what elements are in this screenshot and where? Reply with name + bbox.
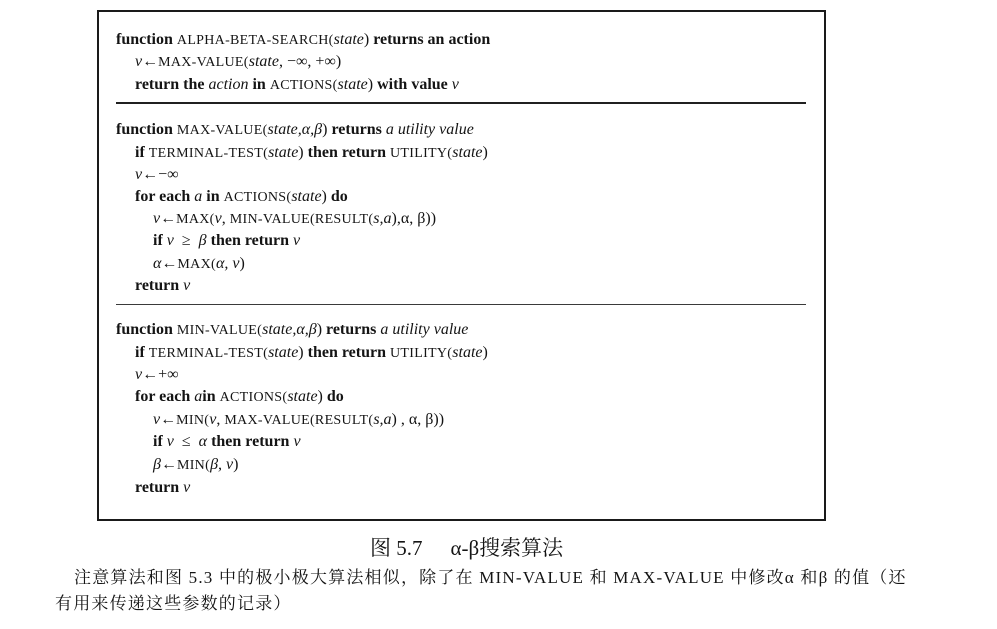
keyword: in <box>202 388 216 405</box>
variable: a utility value <box>380 321 469 338</box>
function-name: UTILITY( <box>390 146 453 161</box>
code-line <box>135 478 190 498</box>
variable: v <box>183 479 191 496</box>
variable: state,α,β <box>267 121 323 138</box>
variable: a <box>194 188 203 205</box>
symbols: ) , α, β)) <box>391 411 445 428</box>
symbols: ) <box>317 388 323 405</box>
keyword: return <box>135 479 180 496</box>
code-line <box>116 120 474 141</box>
code-line <box>153 209 436 230</box>
symbols: ≥ <box>181 232 191 249</box>
variable: state <box>287 388 318 405</box>
variable: v <box>135 166 143 183</box>
code-line <box>116 320 468 341</box>
keyword: then return <box>211 433 290 450</box>
function-name: UTILITY( <box>390 346 453 361</box>
variable: α <box>198 433 208 450</box>
keyword: returns an action <box>373 31 491 48</box>
function-name: ACTIONS( <box>269 78 338 93</box>
variable: a <box>194 388 203 405</box>
symbols: ) <box>322 121 328 138</box>
variable: β, v <box>210 456 234 473</box>
keyword: in <box>206 188 220 205</box>
variable: state <box>291 188 322 205</box>
variable: β <box>153 456 161 473</box>
variable: state <box>268 144 299 161</box>
code-line <box>116 30 490 51</box>
figure-caption <box>370 535 563 561</box>
variable: v <box>135 366 143 383</box>
variable: v <box>293 433 301 450</box>
code-line <box>135 75 459 96</box>
keyword: for each <box>135 388 191 405</box>
keyword: returns <box>326 321 377 338</box>
note-paragraph-line: 注意算法和图 5.3 中的极小极大算法相似，除了在 MIN-VALUE 和 MAX-VALUE 中修改α 和β 的值（还 <box>74 568 907 587</box>
symbols: ← <box>160 456 177 473</box>
keyword: returns <box>331 121 382 138</box>
variable: v <box>153 210 161 227</box>
variable: a utility value <box>385 121 474 138</box>
figure-label: 图 5.7 <box>370 536 423 560</box>
variable: state <box>333 31 364 48</box>
keyword: if <box>135 144 145 161</box>
variable: v <box>166 433 174 450</box>
variable: v <box>166 232 174 249</box>
keyword: then return <box>307 144 386 161</box>
symbols: ← <box>160 411 177 428</box>
keyword: function <box>116 321 173 338</box>
symbols: ) <box>482 144 488 161</box>
variable: state <box>452 344 483 361</box>
symbols: ) <box>298 144 304 161</box>
section-divider <box>116 102 806 104</box>
symbols: ≤ <box>181 433 191 450</box>
keyword: return <box>135 277 180 294</box>
symbols: ),α, β)) <box>391 210 437 227</box>
symbols: ) <box>482 344 488 361</box>
symbols: ) <box>298 344 304 361</box>
variable: v <box>183 277 191 294</box>
function-name: ALPHA-BETA-SEARCH( <box>176 33 334 48</box>
keyword: with value <box>377 76 448 93</box>
keyword: if <box>153 433 163 450</box>
keyword: function <box>116 121 173 138</box>
keyword: do <box>330 188 348 205</box>
code-line <box>153 455 238 476</box>
function-name: ACTIONS( <box>223 190 292 205</box>
figure-title: α-β搜索算法 <box>450 536 564 560</box>
keyword: function <box>116 31 173 48</box>
function-name: MIN-VALUE(RESULT( <box>229 212 374 227</box>
function-name: MIN( <box>176 413 210 428</box>
symbols: ) <box>239 255 245 272</box>
code-line <box>135 343 488 364</box>
keyword: for each <box>135 188 191 205</box>
function-name: MIN( <box>176 458 211 473</box>
function-name: TERMINAL-TEST( <box>148 146 269 161</box>
variable: state <box>268 344 299 361</box>
code-line <box>153 432 301 452</box>
note-paragraph-line: 有用来传递这些参数的记录） <box>55 594 292 613</box>
variable: state,α,β <box>262 321 317 338</box>
variable: β <box>198 232 207 249</box>
variable: s,a <box>373 411 392 428</box>
keyword: in <box>252 76 266 93</box>
symbols: ) <box>316 321 323 338</box>
function-name: MAX-VALUE(RESULT( <box>224 413 374 428</box>
variable: action <box>208 76 249 93</box>
code-line <box>135 187 348 208</box>
symbols: ← <box>160 210 177 227</box>
symbols: ) <box>367 76 374 93</box>
variable: v <box>293 232 301 249</box>
symbols: ) <box>363 31 370 48</box>
symbols: , <box>216 411 221 428</box>
symbols: ← <box>161 255 178 272</box>
variable: v <box>214 210 222 227</box>
variable: α <box>153 255 162 272</box>
variable: v <box>209 411 217 428</box>
code-line <box>135 387 344 408</box>
code-line <box>135 365 179 385</box>
function-name: MAX( <box>177 257 216 272</box>
variable: s,a <box>373 210 392 227</box>
code-line <box>135 165 179 185</box>
function-name: MAX-VALUE( <box>158 55 249 70</box>
keyword: if <box>135 344 145 361</box>
variable: state <box>248 53 279 70</box>
function-name: ACTIONS( <box>219 390 288 405</box>
keyword: return the <box>135 76 205 93</box>
code-line <box>135 52 341 73</box>
function-name: MAX-VALUE( <box>176 123 268 138</box>
function-name: TERMINAL-TEST( <box>148 346 269 361</box>
variable: v <box>451 76 459 93</box>
variable: v <box>135 53 143 70</box>
symbols: , −∞, +∞) <box>278 53 342 70</box>
keyword: then return <box>307 344 386 361</box>
section-divider <box>116 304 806 305</box>
code-line <box>135 276 190 296</box>
variable: v <box>153 411 161 428</box>
code-line <box>153 254 245 275</box>
symbols: , <box>221 210 226 227</box>
symbols: ) <box>233 456 239 473</box>
code-line <box>153 231 300 251</box>
variable: state <box>452 144 483 161</box>
symbols: ←−∞ <box>142 166 179 183</box>
variable: state <box>337 76 368 93</box>
symbols: ←+∞ <box>142 366 179 383</box>
keyword: then return <box>210 232 290 249</box>
function-name: MAX( <box>176 212 215 227</box>
code-line <box>153 410 444 431</box>
code-line <box>135 143 488 164</box>
keyword: if <box>153 232 163 249</box>
keyword: do <box>326 388 344 405</box>
symbols: ← <box>142 53 159 70</box>
variable: α, v <box>215 255 240 272</box>
function-name: MIN-VALUE( <box>176 323 263 338</box>
symbols: ) <box>321 188 327 205</box>
